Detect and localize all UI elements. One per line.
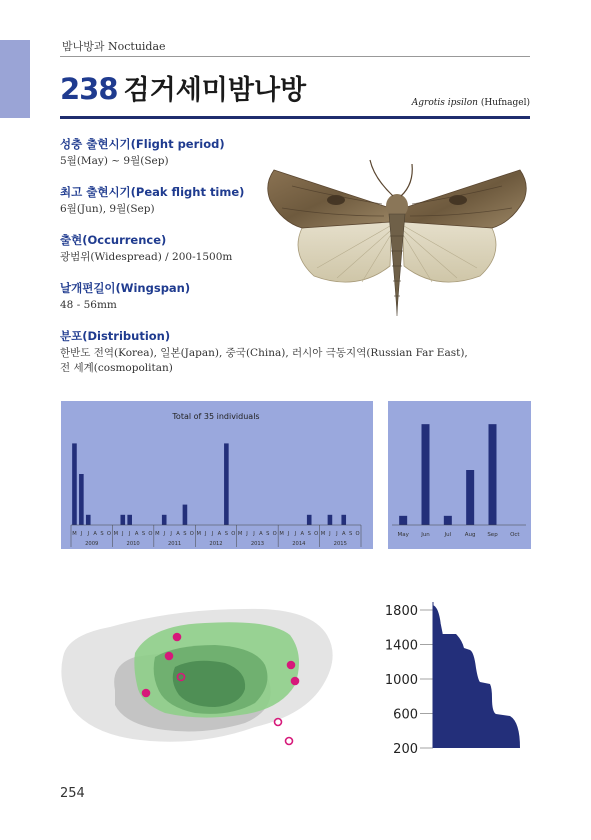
month-tick-label: J: [294, 531, 297, 537]
species-title: [60, 68, 306, 107]
bar: [127, 515, 132, 525]
month-tick-label: J: [122, 531, 124, 537]
month-tick-label: Aug: [464, 532, 476, 538]
scientific-binomial: Agrotis ipsilon: [411, 98, 478, 108]
monthly-chart-panel: [388, 401, 531, 549]
altitude-area: [433, 606, 520, 748]
site-dot: [166, 653, 173, 660]
month-tick-label: Jul: [444, 532, 452, 538]
bar: [341, 515, 346, 525]
month-tick-label: A: [259, 531, 263, 537]
month-tick-label: S: [307, 531, 311, 537]
section-tab: [0, 40, 30, 118]
month-tick-label: S: [224, 531, 229, 537]
flight-period-value: 5월(May) ~ 9월(Sep): [60, 155, 169, 167]
family-label: 밤나방과 Noctuidae: [62, 40, 166, 53]
occurrence-value: 광범위(Widespread) / 200-1500m: [60, 251, 233, 263]
month-tick-label: J: [329, 531, 331, 537]
month-tick-label: M: [196, 531, 201, 537]
month-tick-label: Sep: [487, 532, 498, 538]
month-tick-label: A: [176, 531, 180, 537]
month-tick-label: O: [148, 531, 153, 537]
month-tick-label: J: [163, 531, 165, 537]
month-tick-label: S: [183, 531, 187, 537]
year-tick-label: 2012: [209, 541, 223, 547]
month-tick-label: S: [141, 531, 146, 537]
wingspan-value: 48 - 56mm: [60, 299, 117, 311]
bar: [224, 443, 229, 525]
scientific-name: [412, 98, 530, 108]
bar: [183, 505, 188, 525]
site-dot: [288, 662, 295, 669]
altitude-chart: [380, 598, 530, 754]
bar: [79, 474, 84, 525]
yearly-chart-panel: [61, 401, 373, 549]
altitude-tick-label: 1000: [384, 673, 418, 688]
distribution-line-2: 전 세계(cosmopolitan): [60, 362, 173, 374]
moth-photo: [262, 156, 532, 326]
year-tick-label: 2010: [126, 541, 140, 547]
peak-flight-value: 6월(Jun), 9월(Sep): [60, 203, 155, 215]
month-tick-label: O: [189, 531, 194, 537]
bar: [162, 515, 167, 525]
page-number: 254: [60, 786, 85, 801]
year-tick-label: 2009: [85, 541, 99, 547]
month-tick-label: A: [341, 531, 346, 537]
month-tick-label: M: [113, 531, 119, 537]
occurrence-title: 출현(Occurrence): [60, 233, 167, 247]
year-tick-label: 2014: [292, 541, 306, 547]
month-tick-label: J: [287, 531, 290, 537]
altitude-tick-label: 1400: [384, 638, 418, 654]
bar: [489, 424, 497, 525]
scientific-author: (Hufnagel): [480, 98, 530, 108]
title-divider: [60, 116, 530, 119]
species-number: 238: [60, 72, 118, 106]
month-tick-label: May: [397, 532, 409, 538]
bar: [399, 516, 407, 525]
month-tick-label: M: [320, 531, 326, 537]
month-tick-label: A: [134, 531, 139, 537]
month-tick-label: M: [155, 531, 160, 537]
year-tick-label: 2013: [250, 541, 265, 547]
bar: [72, 443, 77, 525]
site-dot: [174, 634, 181, 641]
month-tick-label: Oct: [510, 532, 520, 538]
month-tick-label: J: [211, 531, 214, 537]
altitude-tick-label: 600: [393, 707, 418, 723]
month-tick-label: J: [336, 531, 338, 537]
korean-name: 검거세미밤나방: [123, 75, 307, 106]
chart-title: Total of 35 individuals: [172, 412, 260, 421]
occurrence-section: [60, 233, 232, 265]
month-tick-label: J: [128, 531, 131, 537]
yearly-chart: [61, 401, 373, 549]
header-divider: [60, 56, 530, 57]
peak-flight-title: 최고 출현시기(Peak flight time): [60, 185, 245, 199]
distribution-section: [60, 329, 468, 376]
year-tick-label: 2011: [167, 541, 182, 547]
altitude-tick-label: 200: [393, 742, 418, 754]
bar: [120, 515, 125, 525]
wingspan-title: 날개편길이(Wingspan): [60, 281, 191, 295]
month-tick-label: J: [80, 531, 83, 537]
bar: [422, 424, 430, 525]
monthly-chart: [388, 401, 531, 549]
site-dot: [143, 690, 150, 697]
bar: [86, 515, 91, 525]
wingspan-section: [60, 281, 190, 313]
month-tick-label: A: [93, 531, 97, 537]
bar: [444, 516, 452, 525]
month-tick-label: O: [272, 531, 277, 537]
month-tick-label: M: [237, 531, 243, 537]
distribution-map: [55, 595, 345, 750]
month-tick-label: J: [246, 531, 248, 537]
month-tick-label: M: [279, 531, 284, 537]
month-tick-label: A: [300, 531, 305, 537]
month-tick-label: J: [204, 531, 207, 537]
month-tick-label: J: [253, 531, 255, 537]
bar: [466, 470, 474, 525]
month-tick-label: M: [72, 531, 77, 537]
month-tick-label: O: [355, 531, 360, 537]
site-dot: [292, 678, 299, 685]
distribution-title: 분포(Distribution): [60, 329, 171, 343]
bar: [328, 515, 333, 525]
flight-period-section: [60, 137, 225, 169]
peak-flight-section: [60, 185, 244, 217]
distribution-line-1: 한반도 전역(Korea), 일본(Japan), 중국(China), 러시아 극동지역(Russian Far East),: [60, 347, 468, 359]
month-tick-label: S: [100, 531, 104, 537]
flight-period-title: 성충 출현시기(Flight period): [60, 137, 225, 151]
month-tick-label: A: [217, 531, 222, 537]
year-tick-label: 2015: [333, 541, 347, 547]
site-dot: [286, 738, 293, 745]
month-tick-label: O: [231, 531, 236, 537]
month-tick-label: J: [87, 531, 90, 537]
bar: [307, 515, 312, 525]
month-tick-label: Jun: [421, 532, 430, 538]
month-tick-label: O: [314, 531, 319, 537]
month-tick-label: J: [170, 531, 172, 537]
altitude-tick-label: 1800: [384, 604, 418, 619]
month-tick-label: S: [348, 531, 353, 537]
distribution-value: [60, 346, 468, 376]
month-tick-label: O: [106, 531, 112, 537]
month-tick-label: S: [266, 531, 270, 537]
